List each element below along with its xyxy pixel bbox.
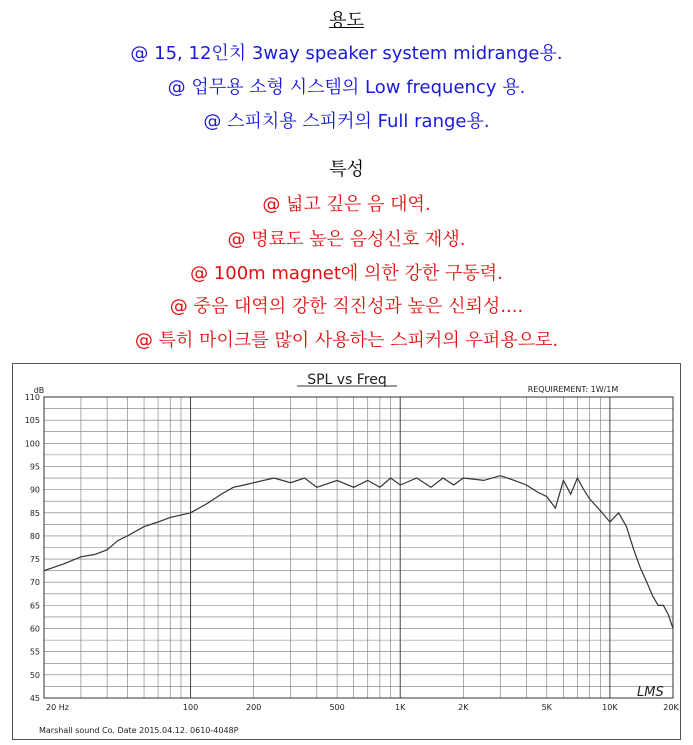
requirement-label: REQUIREMENT: 1W/1M — [527, 385, 619, 394]
y-tick-label: 60 — [29, 624, 40, 634]
features-heading: 특성 — [329, 159, 364, 180]
y-axis-label: dB — [33, 386, 45, 395]
usage-heading: 용도 — [329, 10, 364, 31]
x-tick-label: 100 — [182, 703, 199, 712]
chart-title: SPL vs Freq — [307, 372, 387, 388]
footer-label: Marshall sound Co. Date 2015.04.12. 0610-4048P — [39, 726, 239, 735]
y-tick-label: 70 — [29, 578, 40, 588]
y-tick-labels — [25, 393, 40, 703]
y-tick-label: 50 — [29, 670, 40, 680]
usage-line-2: @ 업무용 소형 시스템의 Low frequency 용. — [167, 77, 526, 98]
features-line-3: @ 100m magnet에 의한 강한 구동력. — [190, 263, 503, 284]
y-tick-label: 65 — [29, 601, 40, 611]
x-tick-label: 5K — [541, 703, 552, 712]
chart-grid — [44, 397, 673, 698]
y-tick-label: 75 — [29, 555, 40, 565]
chart-frame — [12, 363, 681, 740]
lms-logo: LMS — [637, 685, 664, 700]
y-tick-label: 105 — [24, 416, 40, 426]
spl-vs-freq-chart — [13, 364, 680, 739]
x-tick-label: 20 Hz — [46, 703, 69, 712]
features-line-2: @ 명료도 높은 음성신호 재생. — [227, 229, 466, 250]
x-tick-label: 10K — [602, 703, 618, 712]
usage-line-1: @ 15, 12인치 3way speaker system midrange용. — [130, 43, 563, 64]
x-tick-label: 200 — [246, 703, 262, 712]
usage-line-3: @ 스피치용 스피커의 Full range용. — [203, 111, 490, 132]
y-tick-label: 55 — [29, 647, 40, 657]
y-tick-label: 95 — [29, 462, 40, 472]
features-line-4: @ 중음 대역의 강한 직진성과 높은 신뢰성.... — [169, 296, 524, 317]
y-tick-label: 110 — [24, 393, 40, 402]
x-tick-label: 20K — [663, 703, 679, 712]
y-tick-label: 100 — [24, 439, 40, 449]
features-line-1: @ 넓고 깊은 음 대역. — [262, 194, 431, 215]
x-tick-label: 1K — [395, 703, 406, 712]
y-tick-label: 45 — [29, 694, 40, 703]
y-tick-label: 90 — [29, 485, 40, 495]
features-line-5: @ 특히 마이크를 많이 사용하는 스피커의 우퍼용으로. — [134, 330, 559, 351]
x-tick-labels — [46, 703, 679, 712]
x-tick-label: 500 — [329, 703, 345, 712]
x-tick-label: 2K — [458, 703, 469, 712]
y-tick-label: 85 — [29, 508, 40, 518]
y-tick-label: 80 — [29, 531, 40, 541]
